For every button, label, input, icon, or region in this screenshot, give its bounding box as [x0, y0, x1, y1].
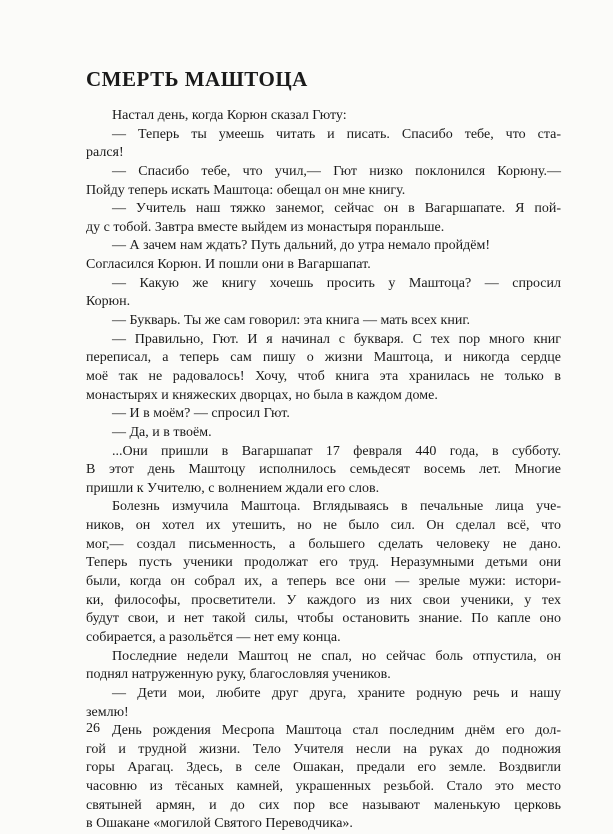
text-line: Настал день, когда Корюн сказал Гюту:: [112, 108, 347, 123]
text-line: Теперь пусть ученики продолжат его труд. Неразумными детьми они: [86, 555, 561, 571]
text-line: ду с тобой. Завтра вместе выйдем из монастыря поранльше.: [86, 219, 445, 235]
text-line: — И в моём? — спросил Гют.: [112, 406, 290, 422]
text-line: День рождения Месропа Маштоца стал последним днём его дол-: [112, 723, 561, 739]
text-line: — Букварь. Ты же сам говорил: эта книга — мать всех книг.: [112, 313, 470, 329]
text-line: пришли к Учителю, с волнением ждали его слов.: [86, 480, 380, 496]
text-line: мог,— создал письменность, а большего сделать человеку не дано.: [86, 536, 561, 552]
text-line: — А зачем нам ждать? Путь дальний, до утра немало пройдём!: [112, 238, 491, 254]
text-line: рался!: [86, 145, 124, 161]
text-line: ки, философы, просветители. У каждого из них свои ученики, у тех: [86, 592, 561, 608]
text-line: — Дети мои, любите друг друга, храните родную речь и нашу: [112, 685, 561, 701]
text-line: — Спасибо тебе, что учил,— Гют низко поклонился Корюну.—: [112, 163, 561, 179]
text-line: — Какую же книгу хочешь просить у Маштоца? — спросил: [112, 275, 561, 291]
text-line: Болезнь измучила Маштоца. Вглядываясь в печальные лица уче-: [112, 499, 561, 515]
chapter-body: [86, 107, 561, 834]
text-line: ников, он хотел их утешить, но не было сил. Он сделал всё, что: [86, 518, 561, 534]
text-line: часовню из тёсаных камней, украшенных резьбой. Стало это место: [86, 779, 561, 795]
page-number: 26: [86, 721, 100, 736]
text-line: горы Арагац. Здесь, в селе Ошакан, предали его земле. Воздвигли: [86, 760, 561, 776]
text-line: ...Они пришли в Вагаршапат 17 февраля 440 года, в субботу.: [112, 443, 561, 459]
text-line: Корюн.: [86, 294, 131, 310]
text-line: землю!: [86, 704, 129, 720]
text-line: собирается, а разольётся — нет ему конца.: [86, 629, 341, 645]
text-line: переписал, а теперь сам пишу о жизни Маштоца, и никогда сердце: [86, 350, 561, 366]
chapter-title: СМЕРТЬ МАШТОЦА: [86, 67, 308, 91]
text-line: моё так не радовалось! Хочу, чтоб книга эта хранилась не только в: [86, 368, 561, 384]
text-line: монастырях и княжеских дворцах, но была в каждом доме.: [86, 387, 438, 403]
text-line: В этот день Маштоцу исполнилось семьдесят восемь лет. Многие: [86, 462, 561, 478]
text-line: святыней армян, и до сих пор все называют маленькую церковь: [86, 797, 561, 813]
text-line: Пойду теперь искать Маштоца: обещал он мне книгу.: [86, 182, 406, 198]
text-line: — Теперь ты умеешь читать и писать. Спасибо тебе, что ста-: [112, 126, 561, 142]
text-line: Согласился Корюн. И пошли они в Вагаршапат.: [86, 257, 371, 273]
text-line: в Ошакане «могилой Святого Переводчика».: [86, 816, 353, 832]
text-line: гой и трудной жизни. Тело Учителя несли на руках до подножия: [86, 741, 561, 757]
text-line: Последние недели Маштоц не спал, но сейчас боль отпустила, он: [112, 648, 561, 664]
text-line: — Да, и в твоём.: [112, 424, 212, 440]
text-line: поднял натруженную руку, благословляя учеников.: [86, 667, 391, 683]
text-line: — Правильно, Гют. И я начинал с букваря. С тех пор много книг: [112, 331, 561, 347]
text-line: — Учитель наш тяжко занемог, сейчас он в Вагаршапате. Я пой-: [112, 201, 561, 217]
text-line: будут свои, и нет такой силы, чтобы остановить знание. По капле оно: [86, 611, 561, 627]
text-line: были, когда он собрал их, а теперь все они — зрелые мужи: истори-: [86, 574, 561, 590]
